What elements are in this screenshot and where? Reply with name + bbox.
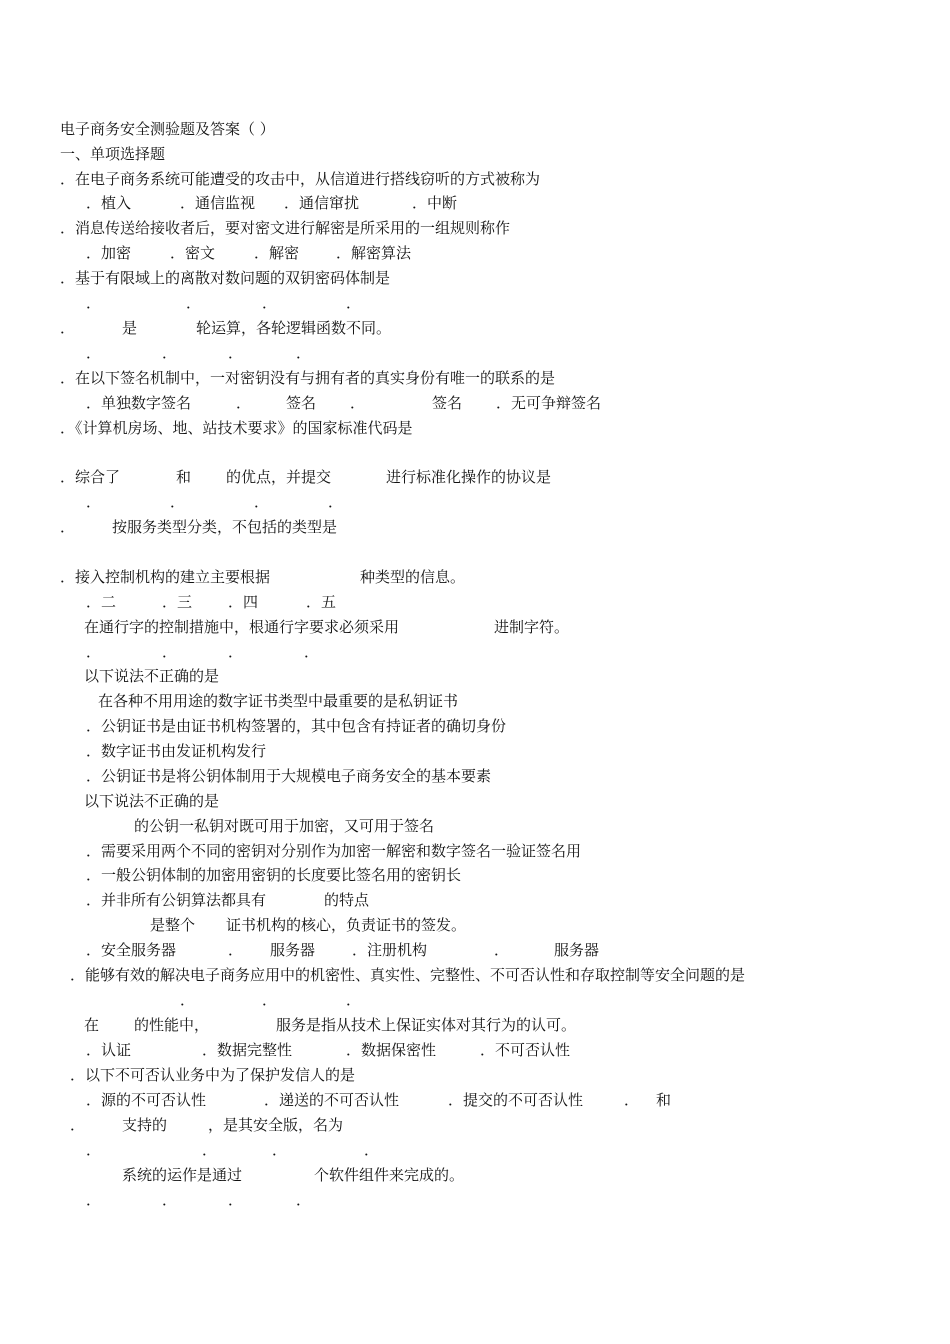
question-text: 是整个 — [150, 916, 196, 934]
option-text: ． — [494, 941, 510, 959]
question-text: 的性能中， — [134, 1016, 210, 1034]
question-text: ．以下不可否认业务中为了保护发信人的是 — [70, 1066, 356, 1084]
option-text: ．无可争辩签名 — [496, 394, 602, 412]
option-text: ．需要采用两个不同的密钥对分别作为加密一解密和数字签名一验证签名用 — [86, 842, 582, 860]
question-text: ．消息传送给接收者后，要对密文进行解密是所采用的一组规则称作 — [60, 219, 511, 237]
question-text: ．基于有限域上的离散对数问题的双钥密码体制是 — [60, 269, 391, 287]
option-text: ． — [162, 344, 178, 362]
option-text: ．通信监视 — [180, 194, 256, 212]
option-text: ． — [364, 1141, 380, 1159]
question-text: ．在电子商务系统可能遭受的攻击中，从信道进行搭线窃听的方式被称为 — [60, 170, 541, 188]
option-text: ． — [86, 643, 102, 661]
option-text: ．并非所有公钥算法都具有 — [86, 891, 267, 909]
option-text: ．递送的不可否认性 — [264, 1091, 400, 1109]
option-text: ． — [254, 493, 270, 511]
option-text: ． — [228, 1191, 244, 1209]
question-text: 种类型的信息。 — [360, 568, 466, 586]
option-text: ． — [228, 941, 244, 959]
question-text: 的优点，并提交 — [226, 468, 332, 486]
question-text: 以下说法不正确的是 — [84, 792, 220, 810]
option-text: ．数据保密性 — [346, 1041, 437, 1059]
option-text: 在各种不用用途的数字证书类型中最重要的是私钥证书 — [98, 692, 459, 710]
option-text: ．注册机构 — [352, 941, 428, 959]
option-text: 签名 — [286, 394, 317, 412]
option-text: ． — [186, 294, 202, 312]
question-text: 证书机构的核心，负责证书的签发。 — [226, 916, 467, 934]
option-text: ． — [350, 394, 366, 412]
question-text: ． — [60, 518, 76, 536]
option-text: ．公钥证书是将公钥体制用于大规模电子商务安全的基本要素 — [86, 767, 492, 785]
option-text: ． — [236, 394, 252, 412]
option-text: 签名 — [432, 394, 463, 412]
section-heading: 一、单项选择题 — [60, 145, 166, 163]
question-text: 和 — [176, 468, 192, 486]
question-text: 个软件组件来完成的。 — [314, 1166, 465, 1184]
option-text: ．源的不可否认性 — [86, 1091, 207, 1109]
option-text: ． — [86, 344, 102, 362]
option-text: ．认证 — [86, 1041, 132, 1059]
option-text: 服务器 — [270, 941, 316, 959]
option-text: ． — [86, 1191, 102, 1209]
question-text: 进行标准化操作的协议是 — [386, 468, 552, 486]
option-text: ． — [202, 1141, 218, 1159]
option-text: ． — [228, 344, 244, 362]
option-text: ． — [328, 493, 344, 511]
question-text: 支持的 — [122, 1116, 168, 1134]
question-text: 系统的运作是通过 — [122, 1166, 243, 1184]
option-text: ． — [296, 344, 312, 362]
option-text: ．公钥证书是由证书机构签署的，其中包含有持证者的确切身份 — [86, 717, 507, 735]
option-text: ．解密算法 — [336, 244, 412, 262]
question-text: 按服务类型分类，不包括的类型是 — [112, 518, 338, 536]
option-text: ． — [262, 991, 278, 1009]
option-text: ．解密 — [254, 244, 300, 262]
option-text: ． — [346, 294, 362, 312]
option-text: ．加密 — [86, 244, 132, 262]
option-text: ． — [180, 991, 196, 1009]
question-text: 是 — [122, 319, 138, 337]
question-text: 以下说法不正确的是 — [84, 667, 220, 685]
option-text: ．密文 — [170, 244, 216, 262]
option-text: ． — [162, 1191, 178, 1209]
option-text: 的特点 — [324, 891, 370, 909]
option-text: 服务器 — [554, 941, 600, 959]
option-text: ．提交的不可否认性 — [448, 1091, 584, 1109]
option-text: ．四 — [228, 593, 259, 611]
option-text: ．单独数字签名 — [86, 394, 192, 412]
option-text: ．安全服务器 — [86, 941, 177, 959]
option-text: ．通信窜扰 — [284, 194, 360, 212]
question-text: ．能够有效的解决电子商务应用中的机密性、真实性、完整性、不可否认性和存取控制等安全问题的是 — [70, 966, 746, 984]
option-text: ． — [304, 643, 320, 661]
question-text: ． — [70, 1116, 86, 1134]
option-text: ．一般公钥体制的加密用密钥的长度要比签名用的密钥长 — [86, 866, 462, 884]
option-text: 和 — [656, 1091, 672, 1109]
option-text: ．不可否认性 — [480, 1041, 571, 1059]
option-text: ．三 — [162, 593, 193, 611]
question-text: ．接入控制机构的建立主要根据 — [60, 568, 271, 586]
option-text: ． — [162, 643, 178, 661]
question-text: ．综合了 — [60, 468, 121, 486]
question-text: ，是其安全版，名为 — [208, 1116, 344, 1134]
document-title: 电子商务安全测验题及答案（ ） — [60, 120, 275, 138]
option-text: ．植入 — [86, 194, 132, 212]
question-text: 轮运算，各轮逻辑函数不同。 — [196, 319, 392, 337]
option-text: ． — [86, 493, 102, 511]
option-text: ．二 — [86, 593, 117, 611]
question-text: ．《计算机房场、地、站技术要求》的国家标准代码是 — [60, 419, 413, 437]
question-text: ．在以下签名机制中，一对密钥没有与拥有者的真实身份有唯一的联系的是 — [60, 369, 556, 387]
question-text: 在通行字的控制措施中，根通行字要求必须采用 — [84, 618, 400, 636]
option-text: ．数字证书由发证机构发行 — [86, 742, 267, 760]
option-text: 的公钥一私钥对既可用于加密，又可用于签名 — [134, 817, 435, 835]
option-text: ． — [86, 1141, 102, 1159]
option-text: ． — [86, 294, 102, 312]
question-text: 进制字符。 — [494, 618, 570, 636]
option-text: ． — [296, 1191, 312, 1209]
option-text: ． — [346, 991, 362, 1009]
option-text: ． — [228, 643, 244, 661]
option-text: ．数据完整性 — [202, 1041, 293, 1059]
option-text: ． — [624, 1091, 640, 1109]
option-text: ． — [272, 1141, 288, 1159]
option-text: ． — [170, 493, 186, 511]
question-text: 在 — [84, 1016, 100, 1034]
question-text: 服务是指从技术上保证实体对其行为的认可。 — [276, 1016, 577, 1034]
option-text: ．中断 — [412, 194, 458, 212]
question-text: ． — [60, 319, 76, 337]
option-text: ． — [262, 294, 278, 312]
option-text: ．五 — [306, 593, 337, 611]
